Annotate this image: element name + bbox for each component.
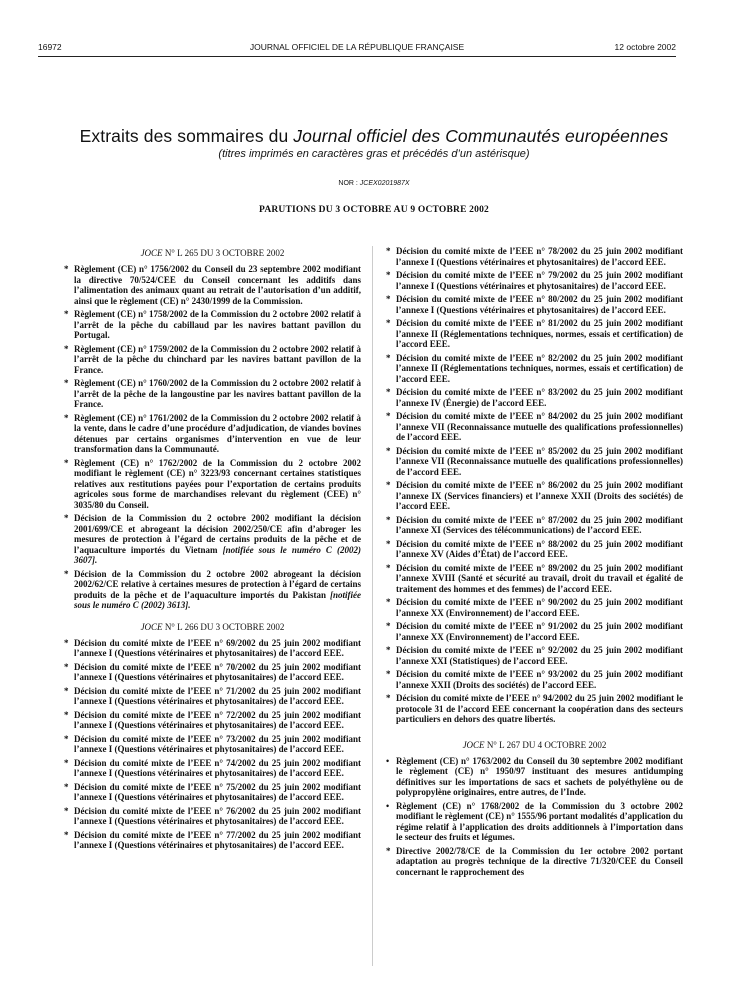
summary-entry [386,353,683,385]
summary-entry [386,669,683,690]
entry-text: Décision du comité mixte de l’EEE n° 83/2002 du 25 juin 2002 modifiant l’annexe IV (Énergie) de l’accord EEE. [396,387,683,408]
summary-entry [64,806,361,827]
entry-text: Règlement (CE) n° 1762/2002 de la Commission du 2 octobre 2002 modifiant le règlement (CE) n° 3223/93 concernant certaines statistiques relatives aux restitutions payées pour l’exportation de certains produits agricoles sous forme de marchandises relevant du règlement (CEE) n° 3035/80 du Conseil. [74,457,361,510]
entry-notification: [notifiée sous le numéro C (2002) 3613]. [74,589,361,610]
entry-text: Décision de la Commission du 2 octobre 2002 abrogeant la décision 2002/62/CE relative à certaines mesures de protection à l’égard de certains produits de la pêche et de l’aquaculture importés du Pakistan [74,568,361,600]
page-number: 16972 [38,42,62,52]
entry-text: Règlement (CE) n° 1768/2002 de la Commission du 3 octobre 2002 modifiant le règlement (CE) n° 1555/96 portant modalités d’application du régime relatif à l’application des droits additionnels à l’importation dans le secteur des fruits et légumes. [396,800,683,842]
column-divider [372,246,373,966]
summary-entry [386,246,683,267]
summary-entry [64,662,361,683]
summary-entry [64,513,361,566]
entry-text: Décision du comité mixte de l’EEE n° 70/2002 du 25 juin 2002 modifiant l’annexe I (Questions vétérinaires et phytosanitaires) de l’accord EEE. [74,661,361,682]
summary-entry [64,782,361,803]
summary-entry [386,539,683,560]
entry-text: Décision du comité mixte de l’EEE n° 74/2002 du 25 juin 2002 modifiant l’annexe I (Questions vétérinaires et phytosanitaires) de l’accord EEE. [74,757,361,778]
entry-text: Décision du comité mixte de l’EEE n° 80/2002 du 25 juin 2002 modifiant l’annexe I (Questions vétérinaires et phytosanitaires) de l’accord EEE. [396,294,683,315]
entry-text: Décision du comité mixte de l’EEE n° 85/2002 du 25 juin 2002 modifiant l’annexe VII (Reconnaissance mutuelle des qualifications professionnelles) de l’accord EEE. [396,445,683,477]
summary-entry [64,734,361,755]
parutions-heading: PARUTIONS DU 3 OCTOBRE AU 9 OCTOBRE 2002 [259,205,489,215]
issue-number: N° L 266 DU 3 OCTOBRE 2002 [162,621,285,632]
summary-entry [64,569,361,611]
entry-text: Règlement (CE) n° 1763/2002 du Conseil du 30 septembre 2002 modifiant le règlement (CE) n° 1950/97 instituant des mesures antidumping définitives sur les importations de sacs et sachets de polyéthylène ou de polypropylène originaires, entre autres, de l’Inde. [396,755,683,797]
entry-text: Règlement (CE) n° 1756/2002 du Conseil du 23 septembre 2002 modifiant la directive 70/524/CEE du Conseil concernant les additifs dans l’alimentation des animaux quant au retrait de l’autorisation d’un additif, ainsi que le règlement (CE) n° 2430/1999 de la Commission. [74,264,361,306]
entry-text: Décision du comité mixte de l’EEE n° 90/2002 du 25 juin 2002 modifiant l’annexe XX (Environnement) de l’accord EEE. [396,597,683,618]
entry-text: Décision du comité mixte de l’EEE n° 77/2002 du 25 juin 2002 modifiant l’annexe I (Questions vétérinaires et phytosanitaires) de l’accord EEE. [74,829,361,850]
summary-entry [386,411,683,443]
entry-text: Décision du comité mixte de l’EEE n° 92/2002 du 25 juin 2002 modifiant l’annexe XXI (Statistiques) de l’accord EEE. [396,645,683,666]
entry-text: Décision du comité mixte de l’EEE n° 69/2002 du 25 juin 2002 modifiant l’annexe I (Questions vétérinaires et phytosanitaires) de l’accord EEE. [74,637,361,658]
issue-number: N° L 265 DU 3 OCTOBRE 2002 [162,248,285,258]
title-journal: Journal officiel des Communautés européennes [293,126,669,146]
page-subtitle: (titres imprimés en caractères gras et précédés d’un astérisque) [218,148,530,160]
nor-reference [0,180,748,187]
entry-text: Décision du comité mixte de l’EEE n° 87/2002 du 25 juin 2002 modifiant l’annexe XI (Services des télécommunications) de l’accord EEE. [396,514,683,535]
entry-text: Décision du comité mixte de l’EEE n° 72/2002 du 25 juin 2002 modifiant l’annexe I (Questions vétérinaires et phytosanitaires) de l’accord EEE. [74,709,361,730]
summary-entry [386,446,683,478]
entry-text: Décision du comité mixte de l’EEE n° 73/2002 du 25 juin 2002 modifiant l’annexe I (Questions vétérinaires et phytosanitaires) de l’accord EEE. [74,733,361,754]
summary-entry [64,710,361,731]
summary-entry [386,801,683,843]
entry-text: Règlement (CE) n° 1759/2002 de la Commission du 2 octobre 2002 relatif à l’arrêt de la pêche du chinchard par les navires battant pavillon de la France. [74,343,361,375]
entry-text: Décision du comité mixte de l’EEE n° 76/2002 du 25 juin 2002 modifiant l’annexe I (Questions vétérinaires et phytosanitaires) de l’accord EEE. [74,805,361,826]
right-column [386,246,683,880]
entry-text: Décision du comité mixte de l’EEE n° 78/2002 du 25 juin 2002 modifiant l’annexe I (Questions vétérinaires et phytosanitaires) de l’accord EEE. [396,246,683,267]
entry-notification: [notifiée sous le numéro C (2002) 3607]. [74,544,361,565]
entry-text: Décision du comité mixte de l’EEE n° 79/2002 du 25 juin 2002 modifiant l’annexe I (Questions vétérinaires et phytosanitaires) de l’accord EEE. [396,270,683,291]
nor-label: NOR : [338,180,360,187]
entry-text: Règlement (CE) n° 1760/2002 de la Commission du 2 octobre 2002 relatif à l’arrêt de la pêche de la langoustine par les navires battant pavillon de la France. [74,378,361,409]
entry-text: Décision du comité mixte de l’EEE n° 88/2002 du 25 juin 2002 modifiant l’annexe XV (Aides d’État) de l’accord EEE. [396,538,683,559]
summary-entry [386,294,683,315]
summary-entry [386,270,683,291]
entry-text: Directive 2002/78/CE de la Commission du 1er octobre 2002 portant adaptation au progrès technique de la directive 71/320/CEE du Conseil concernant le rapprochement des [396,845,683,877]
running-header [38,42,676,56]
entry-text: Règlement (CE) n° 1758/2002 de la Commission du 2 octobre 2002 relatif à l’arrêt de la pêche du cabillaud par les navires battant pavillon du Portugal. [74,309,361,340]
page-title [0,126,748,147]
summary-entry [64,344,361,376]
entry-text: Décision du comité mixte de l’EEE n° 93/2002 du 25 juin 2002 modifiant l’annexe XXII (Droits des sociétés) de l’accord EEE. [396,669,683,690]
entry-text: Décision du comité mixte de l’EEE n° 82/2002 du 25 juin 2002 modifiant l’annexe II (Réglementations techniques, normes, essais et certification) de l’accord EEE. [396,352,683,384]
summary-entry [64,638,361,659]
entry-text: Décision du comité mixte de l’EEE n° 84/2002 du 25 juin 2002 modifiant l’annexe VII (Reconnaissance mutuelle des qualifications professionnelles) de l’accord EEE. [396,411,683,442]
joce-label: JOCE [140,621,163,632]
summary-entry [64,264,361,306]
nor-value: JCEX0201987X [359,180,410,187]
summary-entry [386,515,683,536]
summary-entry [386,846,683,878]
title-prefix: Extraits des sommaires du [79,126,294,146]
summary-entry [64,830,361,851]
joce-label: JOCE [140,248,163,258]
entry-text: Décision du comité mixte de l’EEE n° 86/2002 du 25 juin 2002 modifiant l’annexe IX (Services financiers) et l’annexe XXII (Droits des sociétés) de l’accord EEE. [396,480,683,511]
entry-text: Décision du comité mixte de l’EEE n° 91/2002 du 25 juin 2002 modifiant l’annexe XX (Environnement) de l’accord EEE. [396,621,683,642]
summary-entry [386,645,683,666]
summary-entry [64,458,361,511]
left-column [64,246,361,854]
entry-text: Règlement (CE) n° 1761/2002 de la Commission du 2 octobre 2002 relatif à la vente, dans le cadre d’une procédure d’adjudication, de viandes bovines détenues par certains organismes d’intervention en vue de leur transformation dans la Communauté. [74,412,361,454]
entry-text: Décision du comité mixte de l’EEE n° 94/2002 du 25 juin 2002 modifiant le protocole 31 de l’accord EEE concernant la coopération dans des secteurs particuliers en dehors des quatre libertés. [396,693,683,724]
section-heading [64,622,361,632]
entry-text: Décision du comité mixte de l’EEE n° 89/2002 du 25 juin 2002 modifiant l’annexe XVIII (Santé et sécurité au travail, droit du travail et égalité de traitement des hommes et des femmes) de l’accord EEE. [396,562,683,594]
entry-text: Décision de la Commission du 2 octobre 2002 modifiant la décision 2001/699/CE et abrogeant la décision 2002/250/CE afin d’abroger les mesures de protection à l’égard de certains produits de la pêche et de l’aquaculture importés du Vietnam [74,513,361,555]
summary-entry [386,563,683,595]
summary-entry [386,621,683,642]
summary-entry [386,318,683,350]
issue-date: 12 octobre 2002 [614,42,676,52]
summary-entry [386,597,683,618]
summary-entry [386,693,683,725]
entry-text: Décision du comité mixte de l’EEE n° 75/2002 du 25 juin 2002 modifiant l’annexe I (Questions vétérinaires et phytosanitaires) de l’accord EEE. [74,781,361,802]
summary-entry [64,413,361,455]
header-rule [38,56,676,57]
entry-text: Décision du comité mixte de l’EEE n° 71/2002 du 25 juin 2002 modifiant l’annexe I (Questions vétérinaires et phytosanitaires) de l’accord EEE. [74,685,361,706]
summary-entry [64,686,361,707]
journal-title: JOURNAL OFFICIEL DE LA RÉPUBLIQUE FRANÇAISE [249,42,465,52]
summary-entry [386,387,683,408]
joce-label: JOCE [462,739,485,750]
summary-entry [386,756,683,798]
summary-entry [64,758,361,779]
summary-entry [64,309,361,341]
section-heading [386,740,683,750]
section-gap [386,728,683,738]
section-gap [64,614,361,620]
section-heading [64,248,361,258]
summary-entry [64,378,361,410]
issue-number: N° L 267 DU 4 OCTOBRE 2002 [484,739,607,750]
entry-text: Décision du comité mixte de l’EEE n° 81/2002 du 25 juin 2002 modifiant l’annexe II (Réglementations techniques, normes, essais et certification) de l’accord EEE. [396,318,683,349]
summary-entry [386,480,683,512]
